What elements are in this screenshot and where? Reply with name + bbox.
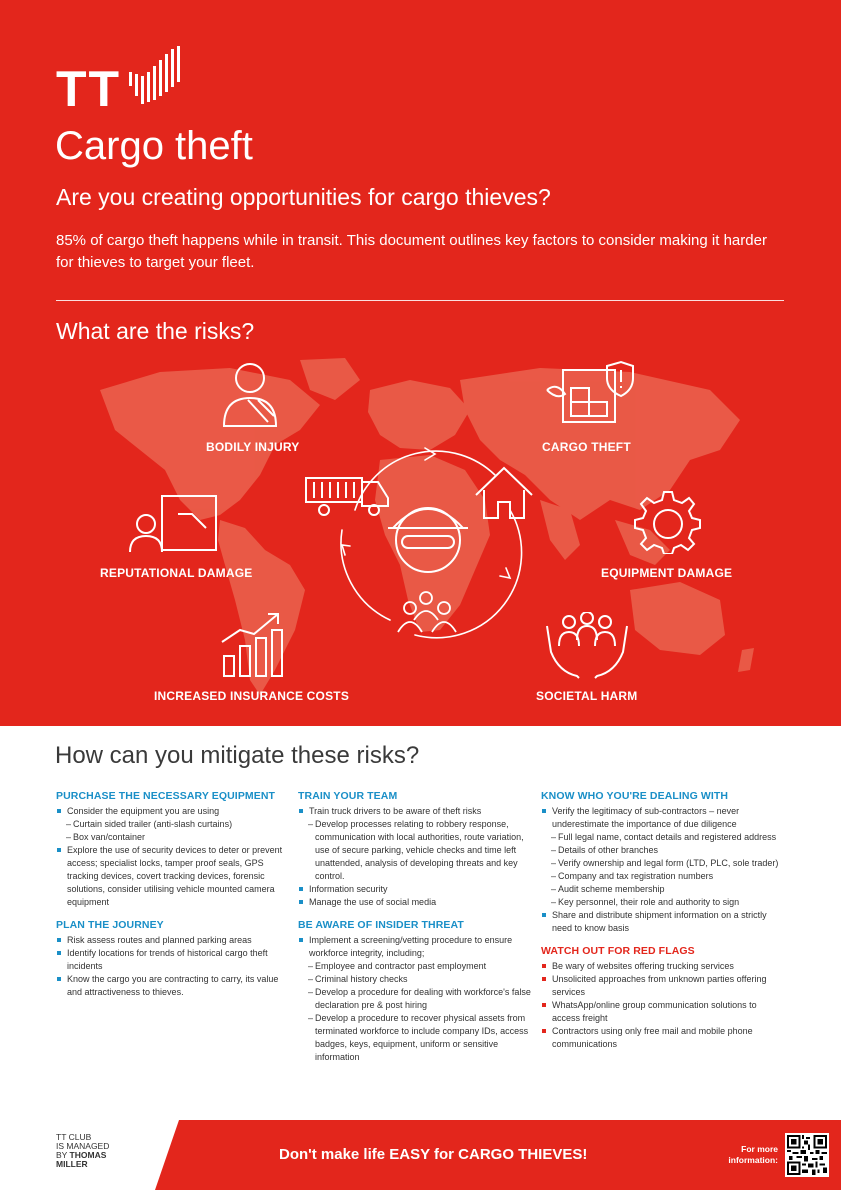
org-line (56, 1160, 109, 1169)
rising-chart-icon (220, 612, 284, 678)
risk-label-societal-harm: SOCIETAL HARM (536, 689, 638, 703)
cargo-theft-icon (545, 360, 635, 426)
list-item: – Audit scheme membership (541, 883, 781, 896)
reputation-icon (128, 494, 220, 556)
org-line-prefix: BY (56, 1150, 70, 1160)
footer-organisation (56, 1133, 109, 1169)
list-item: Implement a screening/vetting procedure to ensure workforce integrity, including; (298, 934, 532, 960)
list-item: Explore the use of security devices to deter or prevent access; specialist locks, tamper proof seals, GPS tracking devices, covert tracking devices, forensic solutions, consider utilising vehicle mounted camera equipment (56, 844, 288, 909)
section-title-train: TRAIN YOUR TEAM (298, 790, 398, 802)
section-title-equipment: PURCHASE THE NECESSARY EQUIPMENT (56, 790, 276, 802)
section-title-insider: BE AWARE OF INSIDER THREAT (298, 919, 464, 931)
mitigation-column-2 (298, 790, 532, 1074)
risk-label-reputational-damage: REPUTATIONAL DAMAGE (100, 566, 253, 580)
section-title-dealing: KNOW WHO YOU'RE DEALING WITH (541, 790, 729, 802)
mitigation-heading: How can you mitigate these risks? (55, 742, 420, 769)
list-item: Verify the legitimacy of sub-contractors – never underestimate the importance of due diligence (541, 805, 781, 831)
org-line: TT CLUB (56, 1132, 92, 1142)
section-title-red-flags: WATCH OUT FOR RED FLAGS (541, 945, 695, 957)
more-info-label: For more information: (728, 1144, 778, 1165)
list-item: Risk assess routes and planned parking areas (56, 934, 288, 947)
equipment-list (56, 805, 288, 909)
tt-logo (56, 46, 193, 117)
list-item: Consider the equipment you are using (56, 805, 288, 818)
list-item: WhatsApp/online group communication solutions to access freight (541, 999, 781, 1025)
journey-list (56, 934, 288, 999)
page-title: Cargo theft (55, 124, 253, 168)
list-item: – Full legal name, contact details and registered address (541, 831, 781, 844)
list-item: – Develop a procedure to recover physical assets from terminated workforce to include company IDs, access badges, keys, equipment, uniform or sensitive information (298, 1012, 532, 1064)
list-item: Share and distribute shipment information on a strictly need to know basis (541, 909, 781, 935)
logo-text: TT (56, 61, 122, 117)
list-item: Train truck drivers to be aware of theft risks (298, 805, 532, 818)
divider (56, 300, 784, 301)
list-item: – Curtain sided trailer (anti-slash curtains) (56, 818, 288, 831)
list-item: Contractors using only free mail and mobile phone communications (541, 1025, 781, 1051)
list-item: Identify locations for trends of historical cargo theft incidents (56, 947, 288, 973)
list-item: – Develop a procedure for dealing with workforce's false declaration pre & post hiring (298, 986, 532, 1012)
list-item: – Employee and contractor past employment (298, 960, 532, 973)
org-line-bold: THOMAS (69, 1150, 107, 1160)
list-item: Unsolicited approaches from unknown parties offering services (541, 973, 781, 999)
list-item: – Develop processes relating to robbery response, communication with local authorities, route variation, use of secure parking, vehicle checks and time left unattended, analysis of developing threats and key control. (298, 818, 532, 883)
list-item: Know the cargo you are contracting to carry, its value and attractiveness to thieves. (56, 973, 288, 999)
org-line-bold: MILLER (56, 1159, 88, 1169)
list-item: – Criminal history checks (298, 973, 532, 986)
list-item: – Verify ownership and legal form (LTD, PLC, sole trader) (541, 857, 781, 870)
list-item: – Key personnel, their role and authority to sign (541, 896, 781, 909)
risk-label-bodily-injury: BODILY INJURY (206, 440, 300, 454)
insider-list (298, 934, 532, 1064)
red-flags-list (541, 960, 781, 1051)
banner-text: Don't make life EASY for CARGO THIEVES! (279, 1146, 588, 1163)
list-item: Information security (298, 883, 532, 896)
train-list (298, 805, 532, 909)
section-title-journey: PLAN THE JOURNEY (56, 919, 164, 931)
qr-code-icon[interactable] (785, 1133, 829, 1177)
intro-text: 85% of cargo theft happens while in transit. This document outlines key factors to consider making it harder for thieves to target your fleet. (56, 232, 767, 271)
page-subtitle: Are you creating opportunities for cargo thieves? (56, 184, 551, 210)
risks-heading: What are the risks? (56, 318, 255, 344)
list-item: – Details of other branches (541, 844, 781, 857)
mitigation-column-1 (56, 790, 288, 1009)
mitigation-column-3 (541, 790, 781, 1061)
dealing-list (541, 805, 781, 935)
list-item: – Company and tax registration numbers (541, 870, 781, 883)
list-item: Manage the use of social media (298, 896, 532, 909)
list-item: – Box van/container (56, 831, 288, 844)
hands-people-icon (545, 612, 629, 680)
org-line: IS MANAGED (56, 1141, 110, 1151)
list-item: Be wary of websites offering trucking services (541, 960, 781, 973)
risk-label-increased-insurance-costs: INCREASED INSURANCE COSTS (154, 689, 350, 703)
injured-person-icon (218, 360, 282, 430)
risk-label-equipment-damage: EQUIPMENT DAMAGE (601, 566, 733, 580)
logo-mark-icon (129, 46, 193, 110)
gear-icon (632, 488, 702, 554)
risk-label-cargo-theft: CARGO THEFT (542, 440, 631, 454)
